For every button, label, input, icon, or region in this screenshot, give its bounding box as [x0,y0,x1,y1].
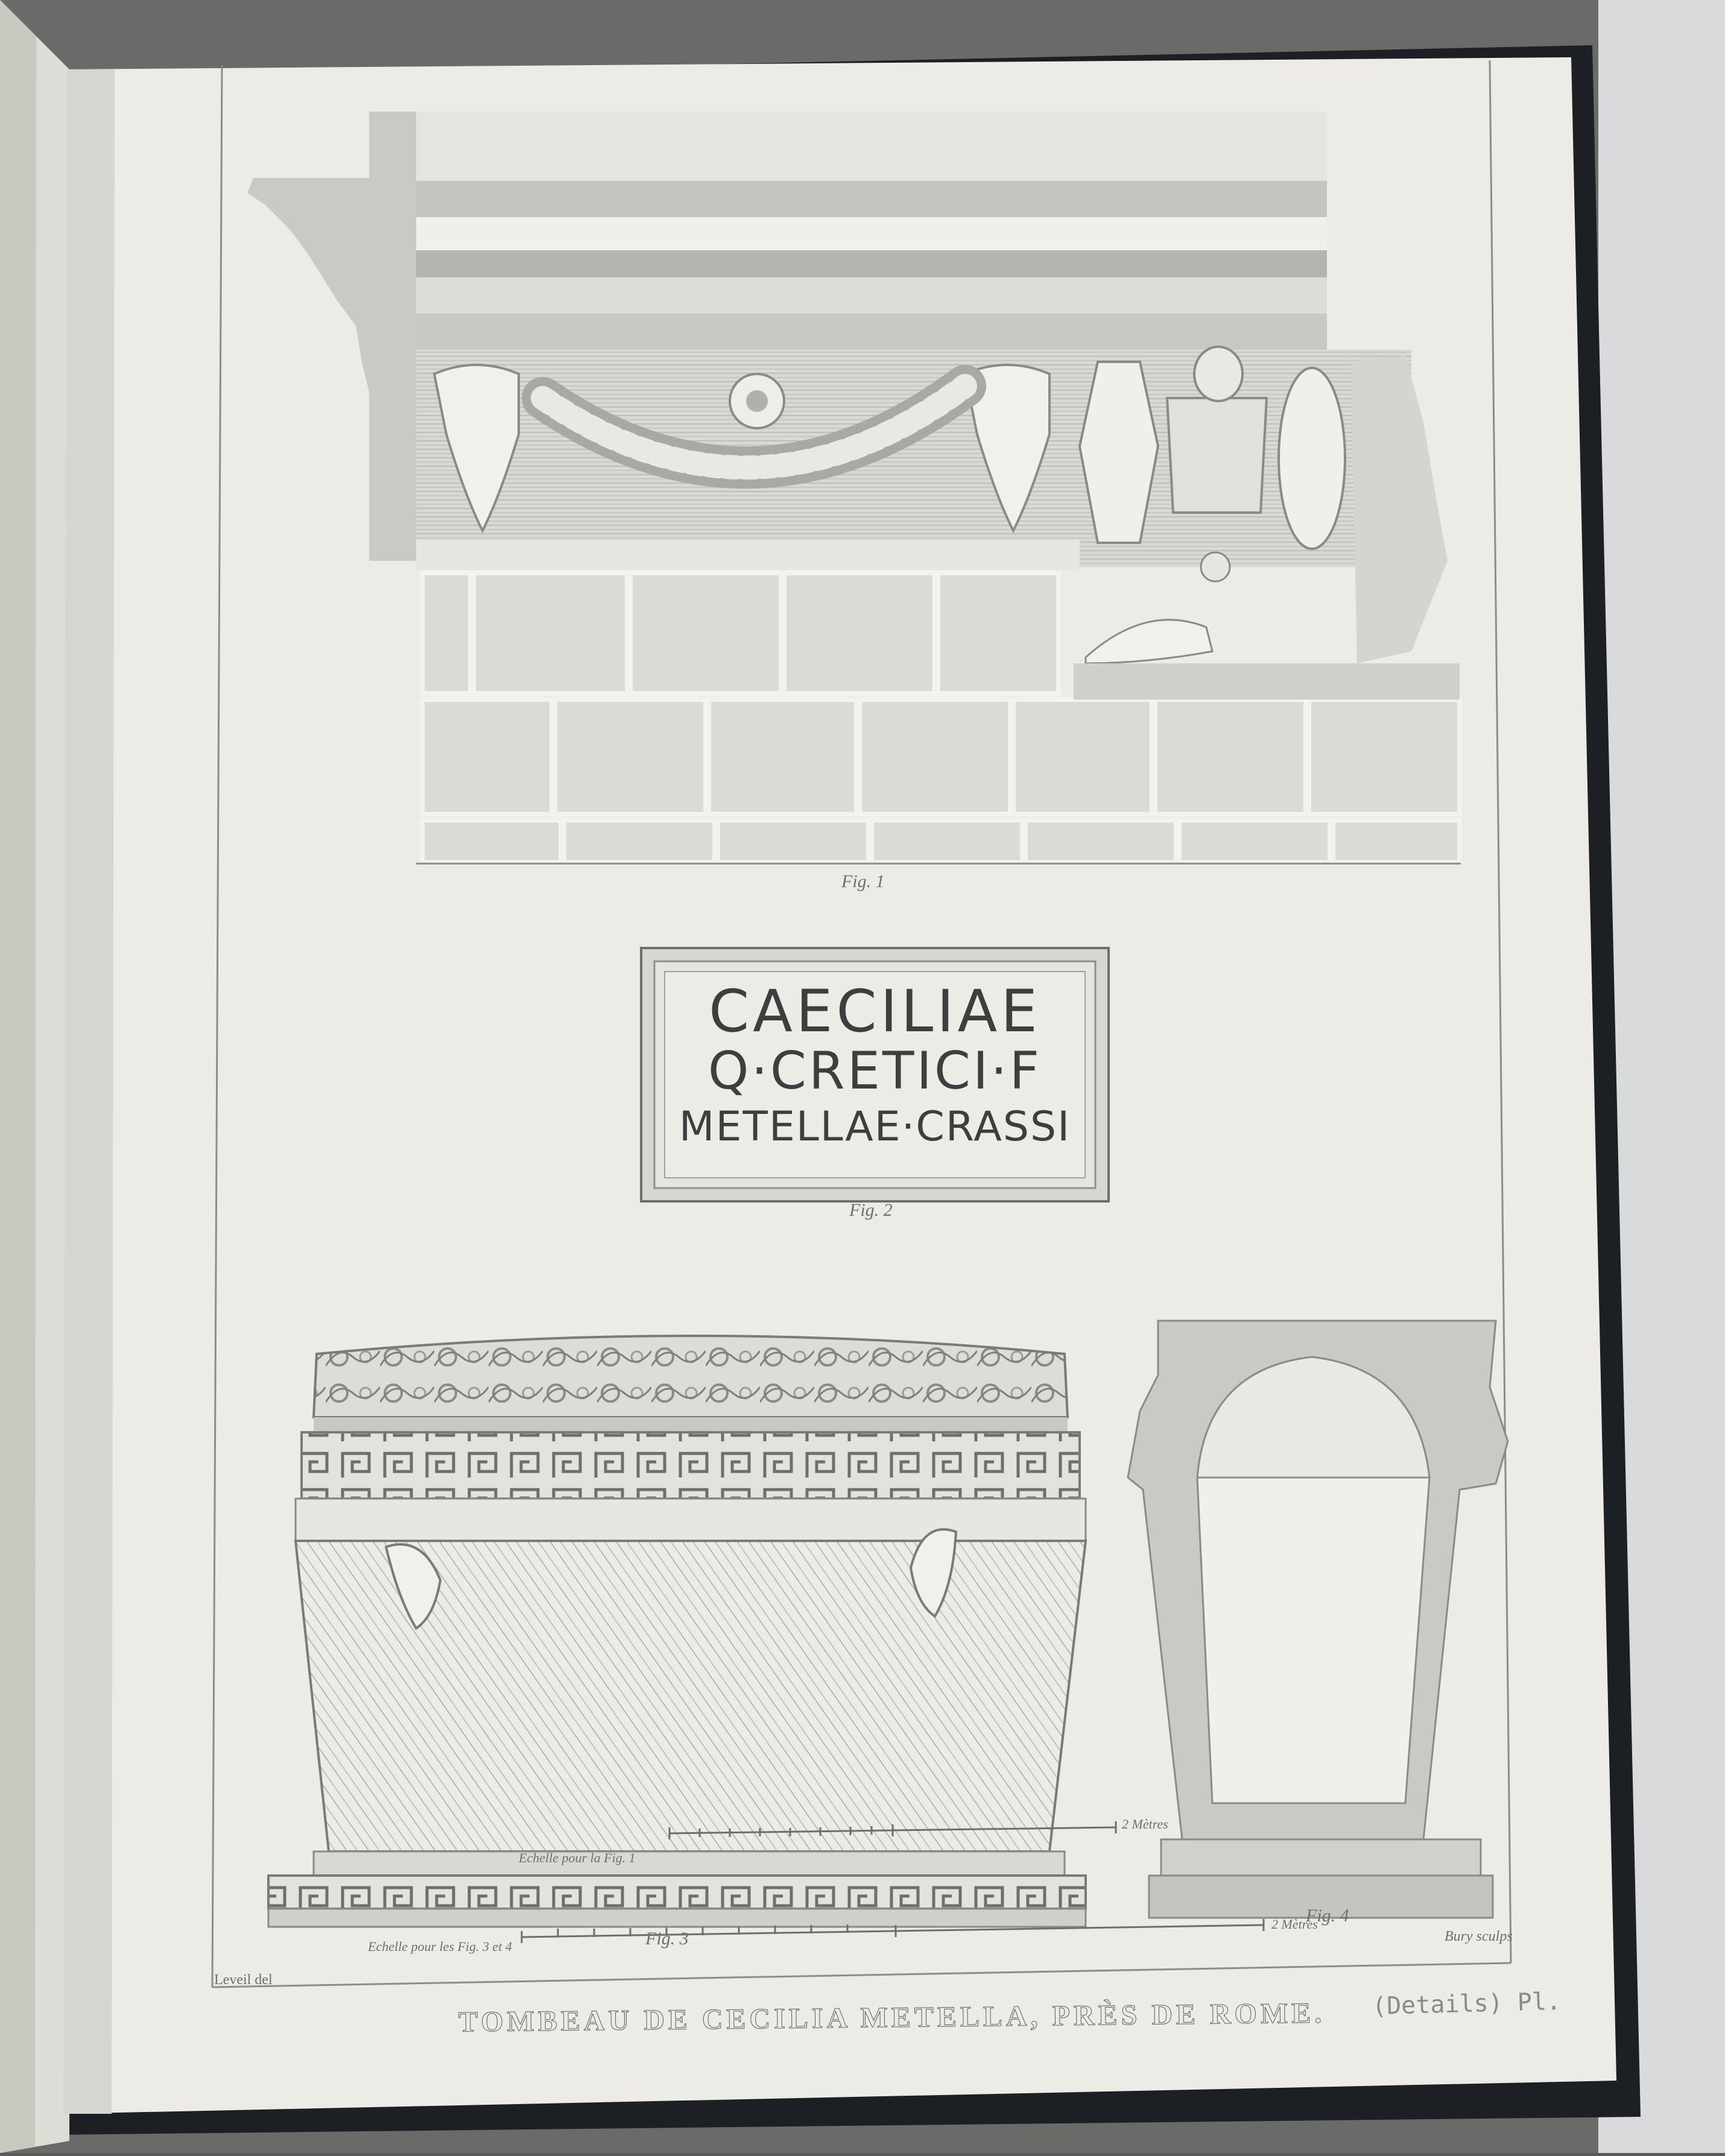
inscription-line-3: METELLAE·CRASSI [679,1103,1071,1151]
scale1-unit: 2 Mètres [1122,1816,1168,1832]
credit-left: Leveil del [214,1972,273,1988]
inscription-line-1: CAECILIAE [709,978,1041,1045]
scale1-label: Echelle pour la Fig. 1 [519,1850,636,1865]
handwritten-annotation: (Details) Pl. [1372,1987,1562,2021]
scale2-label: Echelle pour les Fig. 3 et 4 [368,1939,512,1954]
fig3-caption: Fig. 3 [645,1929,689,1949]
inscription-line-2: Q·CRETICI·F [707,1041,1042,1101]
fig4-caption: Fig. 4 [1306,1906,1349,1926]
fig1-caption: Fig. 1 [841,871,885,891]
fig2-caption: Fig. 2 [849,1200,893,1220]
scale2-unit: 2 Mètres [1271,1917,1318,1932]
credit-right: Bury sculps [1445,1929,1513,1944]
plate-title: TOMBEAU DE CECILIA METELLA, PRÈS DE ROME. [458,1997,1326,2038]
fig3-sarcophagus-drawing [268,1336,1086,1927]
inscription-panel [665,972,1085,1178]
fig1-entablature-drawing [247,112,1461,864]
